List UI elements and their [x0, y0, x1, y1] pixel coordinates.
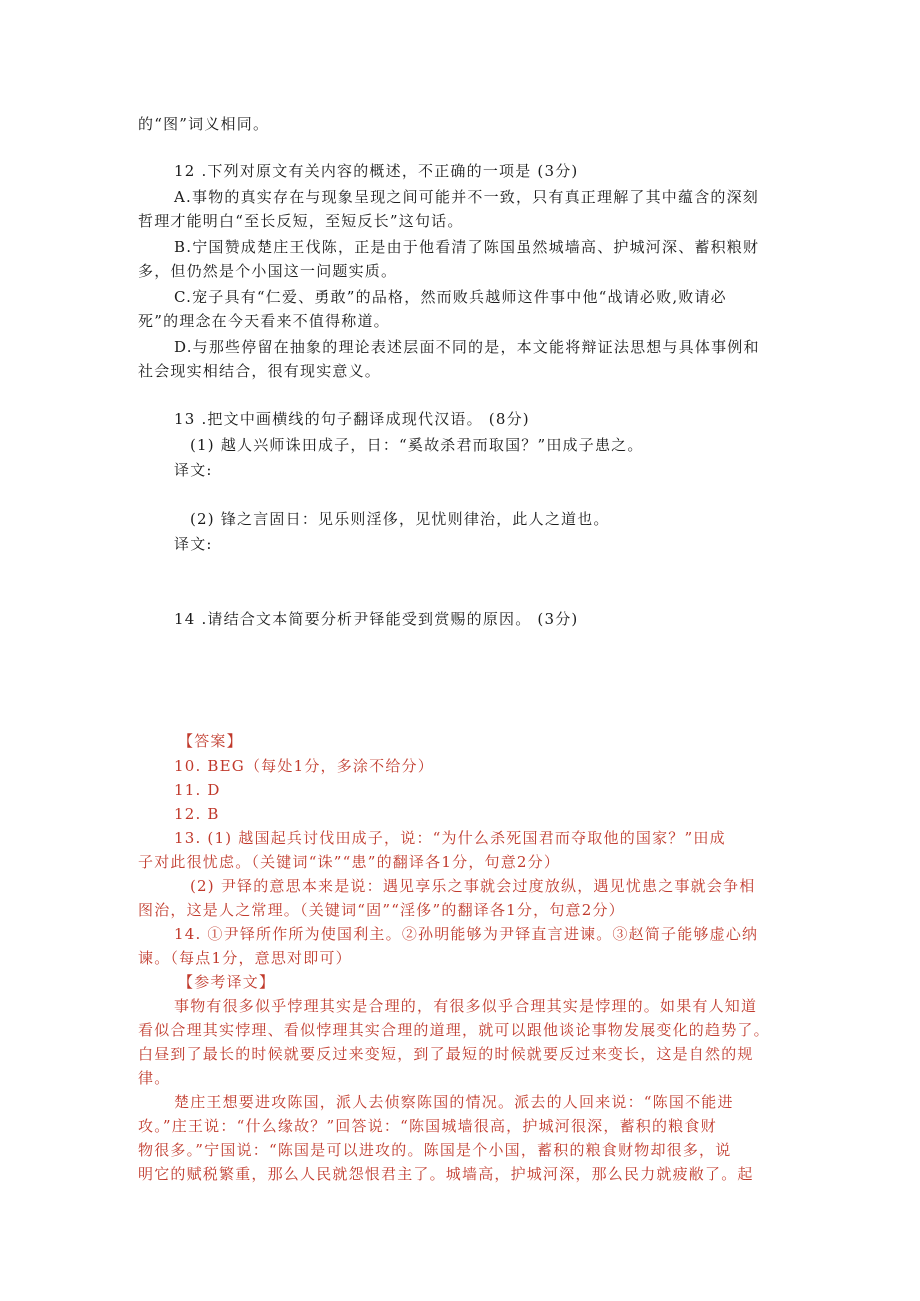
- answer-13-1: 13. (1) 越国起兵讨伐田成子，说：“为什么杀死国君而夺取他的国家？”田成: [174, 829, 726, 847]
- answer-heading: 【答案】: [178, 732, 243, 750]
- reference-line: 楚庄王想要进攻陈国，派人去侦察陈国的情况。派去的人回来说：“陈国不能进: [174, 1093, 734, 1111]
- question-13-stem: 13 .把文中画横线的句子翻译成现代汉语。 (8分): [174, 410, 530, 428]
- question-12-option-c-cont: 死”的理念在今天看来不值得称道。: [138, 312, 390, 330]
- question-12-option-c: C.宠子具有“仁爱、勇敢”的品格，然而败兵越师这件事中他“战请必败,败请必: [174, 288, 727, 306]
- answer-14-cont: 谏。（每点1分，意思对即可）: [138, 949, 352, 967]
- question-14-stem: 14 .请结合文本简要分析尹铎能受到赏赐的原因。 (3分): [174, 610, 579, 628]
- translation-label-2: 译文:: [174, 535, 213, 553]
- previous-answer-tail: 的“图”词义相同。: [138, 115, 270, 133]
- answer-12: 12. B: [174, 805, 220, 823]
- reference-line: 事物有很多似乎悖理其实是合理的，有很多似乎合理其实是悖理的。如果有人知道: [174, 997, 758, 1015]
- answer-14: 14. ①尹铎所作所为使国利主。②孙明能够为尹铎直言进谏。③赵简子能够虚心纳: [174, 925, 759, 943]
- question-12-option-d: D.与那些停留在抽象的理论表述层面不同的是，本文能将辩证法思想与具体事例和: [174, 338, 760, 356]
- question-12-option-b: B.宁国赞成楚庄王伐陈，正是由于他看清了陈国虽然城墙高、护城河深、蓄积粮财: [174, 238, 760, 256]
- question-12-option-b-cont: 多，但仍然是个小国这一问题实质。: [138, 262, 398, 280]
- reference-translation-heading: 【参考译文】: [178, 973, 276, 991]
- translation-label-1: 译文:: [174, 461, 213, 479]
- reference-line: 看似合理其实悖理、看似悖理其实合理的道理，就可以跟他谈论事物发展变化的趋势了。: [138, 1021, 770, 1039]
- reference-line: 明它的赋税繁重，那么人民就怨恨君主了。城墙高，护城河深，那么民力就疲敝了。起: [138, 1165, 754, 1183]
- answer-10: 10. BEG（每处1分，多涂不给分）: [174, 757, 434, 775]
- question-12-option-d-cont: 社会现实相结合，很有现实意义。: [138, 362, 382, 380]
- reference-line: 物很多。”宁国说：“陈国是可以进攻的。陈国是个小国，蓄积的粮食财物却很多，说: [138, 1141, 732, 1159]
- question-12-stem: 12 .下列对原文有关内容的概述，不正确的一项是 (3分): [174, 162, 579, 180]
- answer-11: 11. D: [174, 781, 221, 799]
- question-12-option-a-cont: 哲理才能明白“至长反短，至短反长”这句话。: [138, 212, 464, 230]
- question-13-item-1: (1) 越人兴师诛田成子，日：“奚故杀君而取国？”田成子患之。: [190, 436, 644, 454]
- reference-line: 白昼到了最长的时候就要反过来变短，到了最短的时候就要反过来变长，这是自然的规: [138, 1045, 754, 1063]
- question-13-item-2: (2) 锋之言固日：见乐则淫侈，见忧则律治，此人之道也。: [190, 510, 610, 528]
- reference-line: 攻。”庄王说：“什么缘故？”回答说：“陈国城墙很高，护城河很深，蓄积的粮食财: [138, 1117, 717, 1135]
- reference-line: 律。: [138, 1069, 171, 1087]
- answer-13-1-cont: 子对此很忧虑。（关键词“诛”“患”的翻译各1分，句意2分）: [138, 853, 561, 871]
- answer-13-2: (2) 尹铎的意思本来是说：遇见享乐之事就会过度放纵，遇见忧患之事就会争相: [190, 877, 756, 895]
- question-12-option-a: A.事物的真实存在与现象呈现之间可能并不一致，只有真正理解了其中蕴含的深刻: [174, 188, 760, 206]
- answer-13-2-cont: 图治，这是人之常理。（关键词“固”“淫侈”的翻译各1分，句意2分）: [138, 901, 625, 919]
